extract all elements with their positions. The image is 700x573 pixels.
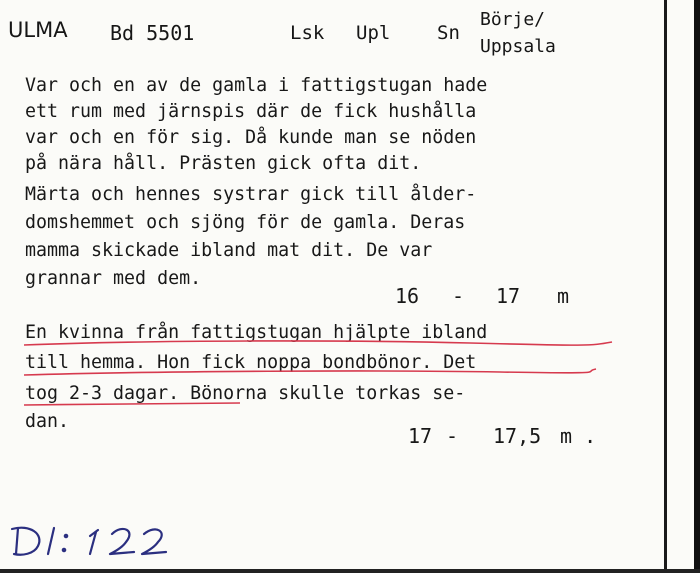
- socken-line-2: Uppsala: [480, 36, 556, 57]
- socken-label: Sn: [437, 22, 460, 44]
- landskap-label: Lsk: [290, 22, 325, 44]
- entry1-line-4: på nära håll. Prästen gick ofta dit.: [25, 153, 422, 174]
- card-outer-edge: [694, 0, 700, 573]
- card-bottom-edge: [0, 569, 700, 573]
- signum-handwriting: [10, 520, 170, 560]
- entry1-sex: m: [557, 284, 570, 308]
- entry1-line-2: ett rum med järnspis där de fick hushålla: [25, 101, 477, 122]
- entry1-line-6: domshemmet och sjöng för de gamla. Deras: [25, 212, 466, 233]
- entry2-age-dash: -: [446, 424, 459, 448]
- entry2-age-from: 17: [408, 424, 433, 448]
- entry1-age-dash: -: [452, 284, 465, 308]
- landskap-value: Upl: [356, 22, 391, 44]
- entry1-line-5: Märta och hennes systrar gick till ålder-: [25, 184, 477, 205]
- entry1-line-8: grannar med dem.: [25, 268, 202, 289]
- underline-1: [24, 341, 612, 345]
- entry1-line-7: mamma skickade ibland mat dit. De var: [25, 240, 433, 261]
- entry2-line-2: till hemma. Hon fick noppa bondbönor. Det: [25, 352, 477, 373]
- entry2-age-to: 17,5: [493, 424, 542, 448]
- entry1-line-3: var och en för sig. Då kunde man se nöden: [25, 127, 477, 148]
- record-number: Bd 5501: [110, 21, 195, 45]
- entry1-age-to: 17: [496, 284, 521, 308]
- archive-code: ULMA: [8, 18, 68, 42]
- underline-3: [24, 403, 240, 405]
- entry2-sex: m .: [560, 424, 597, 448]
- socken-line-1: Börje/: [480, 9, 546, 30]
- entry1-line-1: Var och en av de gamla i fattigstugan hade: [25, 75, 488, 96]
- underline-2: [24, 369, 596, 375]
- card-right-edge: [664, 0, 667, 573]
- entry2-line-4: dan.: [25, 411, 70, 432]
- entry2-line-1: En kvinna från fattigstugan hjälpte ibland: [25, 322, 488, 343]
- entry2-line-3: tog 2-3 dagar. Bönorna skulle torkas se-: [25, 383, 466, 404]
- entry1-age-from: 16: [395, 284, 420, 308]
